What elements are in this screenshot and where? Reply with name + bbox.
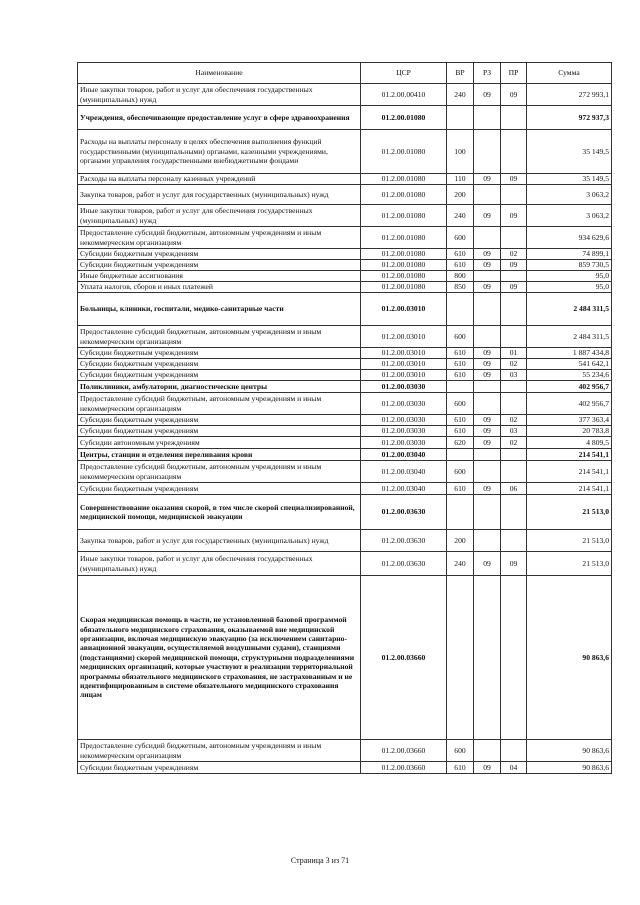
page-number: Страница 3 из 71 (290, 856, 350, 865)
row-rz (474, 326, 501, 348)
row-pr: 09 (501, 174, 527, 185)
row-pr (501, 381, 527, 393)
header-sum: Сумма (527, 63, 612, 84)
row-pr (501, 227, 527, 249)
row-vr: 600 (447, 740, 474, 762)
row-vr: 200 (447, 185, 474, 205)
row-sum: 2 484 311,5 (527, 326, 612, 348)
row-sum: 2 484 311,5 (527, 293, 612, 326)
row-pr: 01 (501, 348, 527, 359)
row-rz (474, 185, 501, 205)
row-vr: 610 (447, 249, 474, 260)
table-row (78, 381, 612, 393)
row-vr: 100 (447, 130, 474, 174)
row-name: Скорая медицинская помощь в части, не установленной базовой программой обязательного медицинского страхования, оказываемой вне медицинской организации, включая медицинскую эвакуацию (за исключением санитарно-авиационной эвакуации, осуществляемой воздушными судами), станциями (подстанциями) скорой медицинской помощи, структурными подразделениями медицинских организаций, которые участвуют в реализации территориальной программы обязательного медицинского страхования, не застрахованным и не идентифицированным в системе обязательного медицинского страхования лицам (78, 576, 361, 740)
row-csr: 01.2.00.03630 (361, 495, 447, 530)
table-row (78, 393, 612, 415)
row-csr: 01.2.00.01080 (361, 249, 447, 260)
row-csr: 01.2.00.03010 (361, 348, 447, 359)
row-vr: 240 (447, 205, 474, 227)
row-sum: 859 730,5 (527, 260, 612, 271)
row-rz (474, 130, 501, 174)
row-csr: 01.2.00.01080 (361, 227, 447, 249)
row-name: Совершенствование оказания скорой, в том числе скорой специализированной, медицинской помощи, медицинской эвакуации (78, 495, 361, 530)
table-row (78, 426, 612, 437)
row-name: Поликлиники, амбулатории, диагностические центры (78, 381, 361, 393)
table-row (78, 415, 612, 426)
table-row (78, 130, 612, 174)
row-name: Субсидии бюджетным учреждениям (78, 762, 361, 774)
row-rz: 09 (474, 84, 501, 106)
table-row (78, 260, 612, 271)
row-csr: 01.2.00.03660 (361, 576, 447, 740)
row-csr: 01.2.00.00410 (361, 84, 447, 106)
row-sum: 95,0 (527, 282, 612, 293)
row-name: Иные бюджетные ассигнования (78, 271, 361, 282)
row-csr: 01.2.00.03660 (361, 740, 447, 762)
table-row (78, 495, 612, 530)
row-csr: 01.2.00.03010 (361, 326, 447, 348)
row-rz: 09 (474, 762, 501, 774)
row-sum: 3 063,2 (527, 185, 612, 205)
row-pr: 02 (501, 437, 527, 449)
row-csr: 01.2.00.03010 (361, 293, 447, 326)
row-sum: 402 956,7 (527, 381, 612, 393)
row-csr: 01.2.00.03660 (361, 762, 447, 774)
row-rz (474, 495, 501, 530)
row-name: Предоставление субсидий бюджетным, автономным учреждениям и иным некоммерческим организациям (78, 393, 361, 415)
row-vr (447, 293, 474, 326)
row-name: Предоставление субсидий бюджетным, автономным учреждениям и иным некоммерческим организациям (78, 227, 361, 249)
row-csr: 01.2.00.03040 (361, 483, 447, 495)
row-vr (447, 381, 474, 393)
row-pr: 09 (501, 552, 527, 576)
row-pr (501, 326, 527, 348)
row-csr: 01.2.00.01080 (361, 106, 447, 130)
row-rz: 09 (474, 348, 501, 359)
row-name: Субсидии бюджетным учреждениям (78, 249, 361, 260)
row-rz (474, 461, 501, 483)
table-row (78, 249, 612, 260)
row-rz: 09 (474, 426, 501, 437)
row-name: Субсидии бюджетным учреждениям (78, 415, 361, 426)
row-rz: 09 (474, 552, 501, 576)
row-pr (501, 740, 527, 762)
row-pr (501, 576, 527, 740)
row-csr: 01.2.00.03040 (361, 461, 447, 483)
row-pr (501, 449, 527, 461)
row-rz: 09 (474, 260, 501, 271)
row-name: Больницы, клиники, госпитали, медико-санитарные части (78, 293, 361, 326)
row-vr: 240 (447, 84, 474, 106)
row-rz: 09 (474, 249, 501, 260)
row-pr: 09 (501, 282, 527, 293)
row-name: Учреждения, обеспечивающие предоставление услуг в сфере здравоохранения (78, 106, 361, 130)
table-row (78, 106, 612, 130)
row-rz: 09 (474, 370, 501, 381)
row-csr: 01.2.00.03010 (361, 370, 447, 381)
table-body (78, 84, 612, 774)
row-csr: 01.2.00.03030 (361, 393, 447, 415)
table-row (78, 185, 612, 205)
row-vr: 610 (447, 370, 474, 381)
row-pr (501, 530, 527, 552)
row-vr (447, 106, 474, 130)
budget-table (77, 62, 612, 774)
row-sum: 20 783,8 (527, 426, 612, 437)
row-csr: 01.2.00.01080 (361, 174, 447, 185)
row-sum: 21 513,0 (527, 552, 612, 576)
row-name: Иные закупки товаров, работ и услуг для обеспечения государственных (муниципальных) нужд (78, 552, 361, 576)
row-name: Иные закупки товаров, работ и услуг для обеспечения государственных (муниципальных) нужд (78, 84, 361, 106)
header-rz: РЗ (474, 63, 501, 84)
header-vr: ВР (447, 63, 474, 84)
row-rz (474, 293, 501, 326)
row-sum: 35 149,5 (527, 130, 612, 174)
row-rz (474, 381, 501, 393)
row-csr: 01.2.00.01080 (361, 185, 447, 205)
row-rz: 09 (474, 174, 501, 185)
row-sum: 541 642,1 (527, 359, 612, 370)
row-pr: 06 (501, 483, 527, 495)
row-name: Субсидии бюджетным учреждениям (78, 260, 361, 271)
row-pr: 03 (501, 426, 527, 437)
row-rz (474, 449, 501, 461)
row-rz: 09 (474, 359, 501, 370)
row-rz (474, 530, 501, 552)
row-rz (474, 271, 501, 282)
row-vr: 610 (447, 762, 474, 774)
row-vr: 600 (447, 393, 474, 415)
row-pr: 02 (501, 359, 527, 370)
row-name: Закупка товаров, работ и услуг для государственных (муниципальных) нужд (78, 530, 361, 552)
row-csr: 01.2.00.01080 (361, 130, 447, 174)
row-sum: 55 234,6 (527, 370, 612, 381)
row-pr: 09 (501, 205, 527, 227)
row-sum: 377 363,4 (527, 415, 612, 426)
row-name: Центры, станции и отделения переливания крови (78, 449, 361, 461)
table-row (78, 271, 612, 282)
row-sum: 214 541,1 (527, 461, 612, 483)
row-pr (501, 461, 527, 483)
row-name: Субсидии бюджетным учреждениям (78, 348, 361, 359)
row-vr: 240 (447, 552, 474, 576)
row-csr: 01.2.00.01080 (361, 282, 447, 293)
row-csr: 01.2.00.03010 (361, 359, 447, 370)
row-sum: 95,0 (527, 271, 612, 282)
header-pr: ПР (501, 63, 527, 84)
row-pr (501, 106, 527, 130)
row-vr: 610 (447, 415, 474, 426)
table-row (78, 552, 612, 576)
row-rz: 09 (474, 205, 501, 227)
row-name: Уплата налогов, сборов и иных платежей (78, 282, 361, 293)
row-sum: 934 629,6 (527, 227, 612, 249)
row-name: Предоставление субсидий бюджетным, автономным учреждениям и иным некоммерческим организациям (78, 740, 361, 762)
row-vr: 610 (447, 359, 474, 370)
row-name: Предоставление субсидий бюджетным, автономным учреждениям и иным некоммерческим организациям (78, 326, 361, 348)
table-row (78, 461, 612, 483)
row-rz (474, 106, 501, 130)
row-rz: 09 (474, 437, 501, 449)
row-vr: 110 (447, 174, 474, 185)
row-rz (474, 227, 501, 249)
row-sum: 214 541,1 (527, 449, 612, 461)
table-row (78, 293, 612, 326)
row-name: Расходы на выплаты персоналу в целях обеспечения выполнения функций государственными (муниципальными) органами, казенными учреждениями, органами управления государственными внебюджетными фондами (78, 130, 361, 174)
row-name: Иные закупки товаров, работ и услуг для обеспечения государственных (муниципальных) нужд (78, 205, 361, 227)
row-vr: 800 (447, 271, 474, 282)
row-sum: 272 993,1 (527, 84, 612, 106)
row-rz: 09 (474, 415, 501, 426)
row-vr (447, 449, 474, 461)
row-sum: 90 863,6 (527, 762, 612, 774)
row-pr: 02 (501, 249, 527, 260)
row-sum: 1 887 434,8 (527, 348, 612, 359)
row-sum: 35 149,5 (527, 174, 612, 185)
table-row (78, 359, 612, 370)
table-row (78, 227, 612, 249)
row-vr: 850 (447, 282, 474, 293)
row-pr (501, 271, 527, 282)
row-name: Расходы на выплаты персоналу казенных учреждений (78, 174, 361, 185)
row-name: Предоставление субсидий бюджетным, автономным учреждениям и иным некоммерческим организациям (78, 461, 361, 483)
row-rz (474, 576, 501, 740)
table-row (78, 483, 612, 495)
table-row (78, 174, 612, 185)
row-vr: 610 (447, 483, 474, 495)
table-row (78, 84, 612, 106)
row-sum: 90 863,6 (527, 576, 612, 740)
table-row (78, 762, 612, 774)
row-csr: 01.2.00.03030 (361, 381, 447, 393)
row-vr: 600 (447, 227, 474, 249)
table-row (78, 740, 612, 762)
row-csr: 01.2.00.03030 (361, 426, 447, 437)
table-header-row (78, 63, 612, 84)
row-rz: 09 (474, 483, 501, 495)
row-pr: 09 (501, 260, 527, 271)
header-csr: ЦСР (361, 63, 447, 84)
row-vr: 610 (447, 348, 474, 359)
row-pr: 02 (501, 415, 527, 426)
row-name: Субсидии бюджетным учреждениям (78, 426, 361, 437)
row-pr: 04 (501, 762, 527, 774)
table-row (78, 449, 612, 461)
row-name: Субсидии бюджетным учреждениям (78, 359, 361, 370)
row-csr: 01.2.00.01080 (361, 205, 447, 227)
row-csr: 01.2.00.01080 (361, 260, 447, 271)
row-csr: 01.2.00.03030 (361, 437, 447, 449)
table-row (78, 205, 612, 227)
row-vr (447, 576, 474, 740)
row-pr: 09 (501, 84, 527, 106)
row-pr: 03 (501, 370, 527, 381)
row-sum: 3 063,2 (527, 205, 612, 227)
row-vr: 600 (447, 326, 474, 348)
row-sum: 972 937,3 (527, 106, 612, 130)
row-rz: 09 (474, 282, 501, 293)
row-vr: 610 (447, 260, 474, 271)
table-row (78, 576, 612, 740)
row-vr: 610 (447, 426, 474, 437)
row-csr: 01.2.00.03030 (361, 415, 447, 426)
row-sum: 214 541,1 (527, 483, 612, 495)
row-vr: 200 (447, 530, 474, 552)
row-csr: 01.2.00.03040 (361, 449, 447, 461)
table-row (78, 370, 612, 381)
row-vr: 600 (447, 461, 474, 483)
row-sum: 4 809,5 (527, 437, 612, 449)
row-rz (474, 393, 501, 415)
row-name: Субсидии бюджетным учреждениям (78, 483, 361, 495)
row-name: Субсидии бюджетным учреждениям (78, 370, 361, 381)
row-sum: 402 956,7 (527, 393, 612, 415)
row-pr (501, 185, 527, 205)
row-pr (501, 495, 527, 530)
table-row (78, 530, 612, 552)
table-row (78, 437, 612, 449)
row-pr (501, 393, 527, 415)
row-pr (501, 293, 527, 326)
table-row (78, 348, 612, 359)
row-sum: 90 863,6 (527, 740, 612, 762)
row-csr: 01.2.00.03630 (361, 530, 447, 552)
row-rz (474, 740, 501, 762)
table-row (78, 326, 612, 348)
row-vr (447, 495, 474, 530)
row-vr: 620 (447, 437, 474, 449)
row-name: Субсидии автономным учреждениям (78, 437, 361, 449)
header-name: Наименование (78, 63, 361, 84)
row-sum: 74 899,1 (527, 249, 612, 260)
row-sum: 21 513,0 (527, 495, 612, 530)
row-pr (501, 130, 527, 174)
row-csr: 01.2.00.03630 (361, 552, 447, 576)
row-sum: 21 513,0 (527, 530, 612, 552)
row-csr: 01.2.00.01080 (361, 271, 447, 282)
table-row (78, 282, 612, 293)
row-name: Закупка товаров, работ и услуг для государственных (муниципальных) нужд (78, 185, 361, 205)
